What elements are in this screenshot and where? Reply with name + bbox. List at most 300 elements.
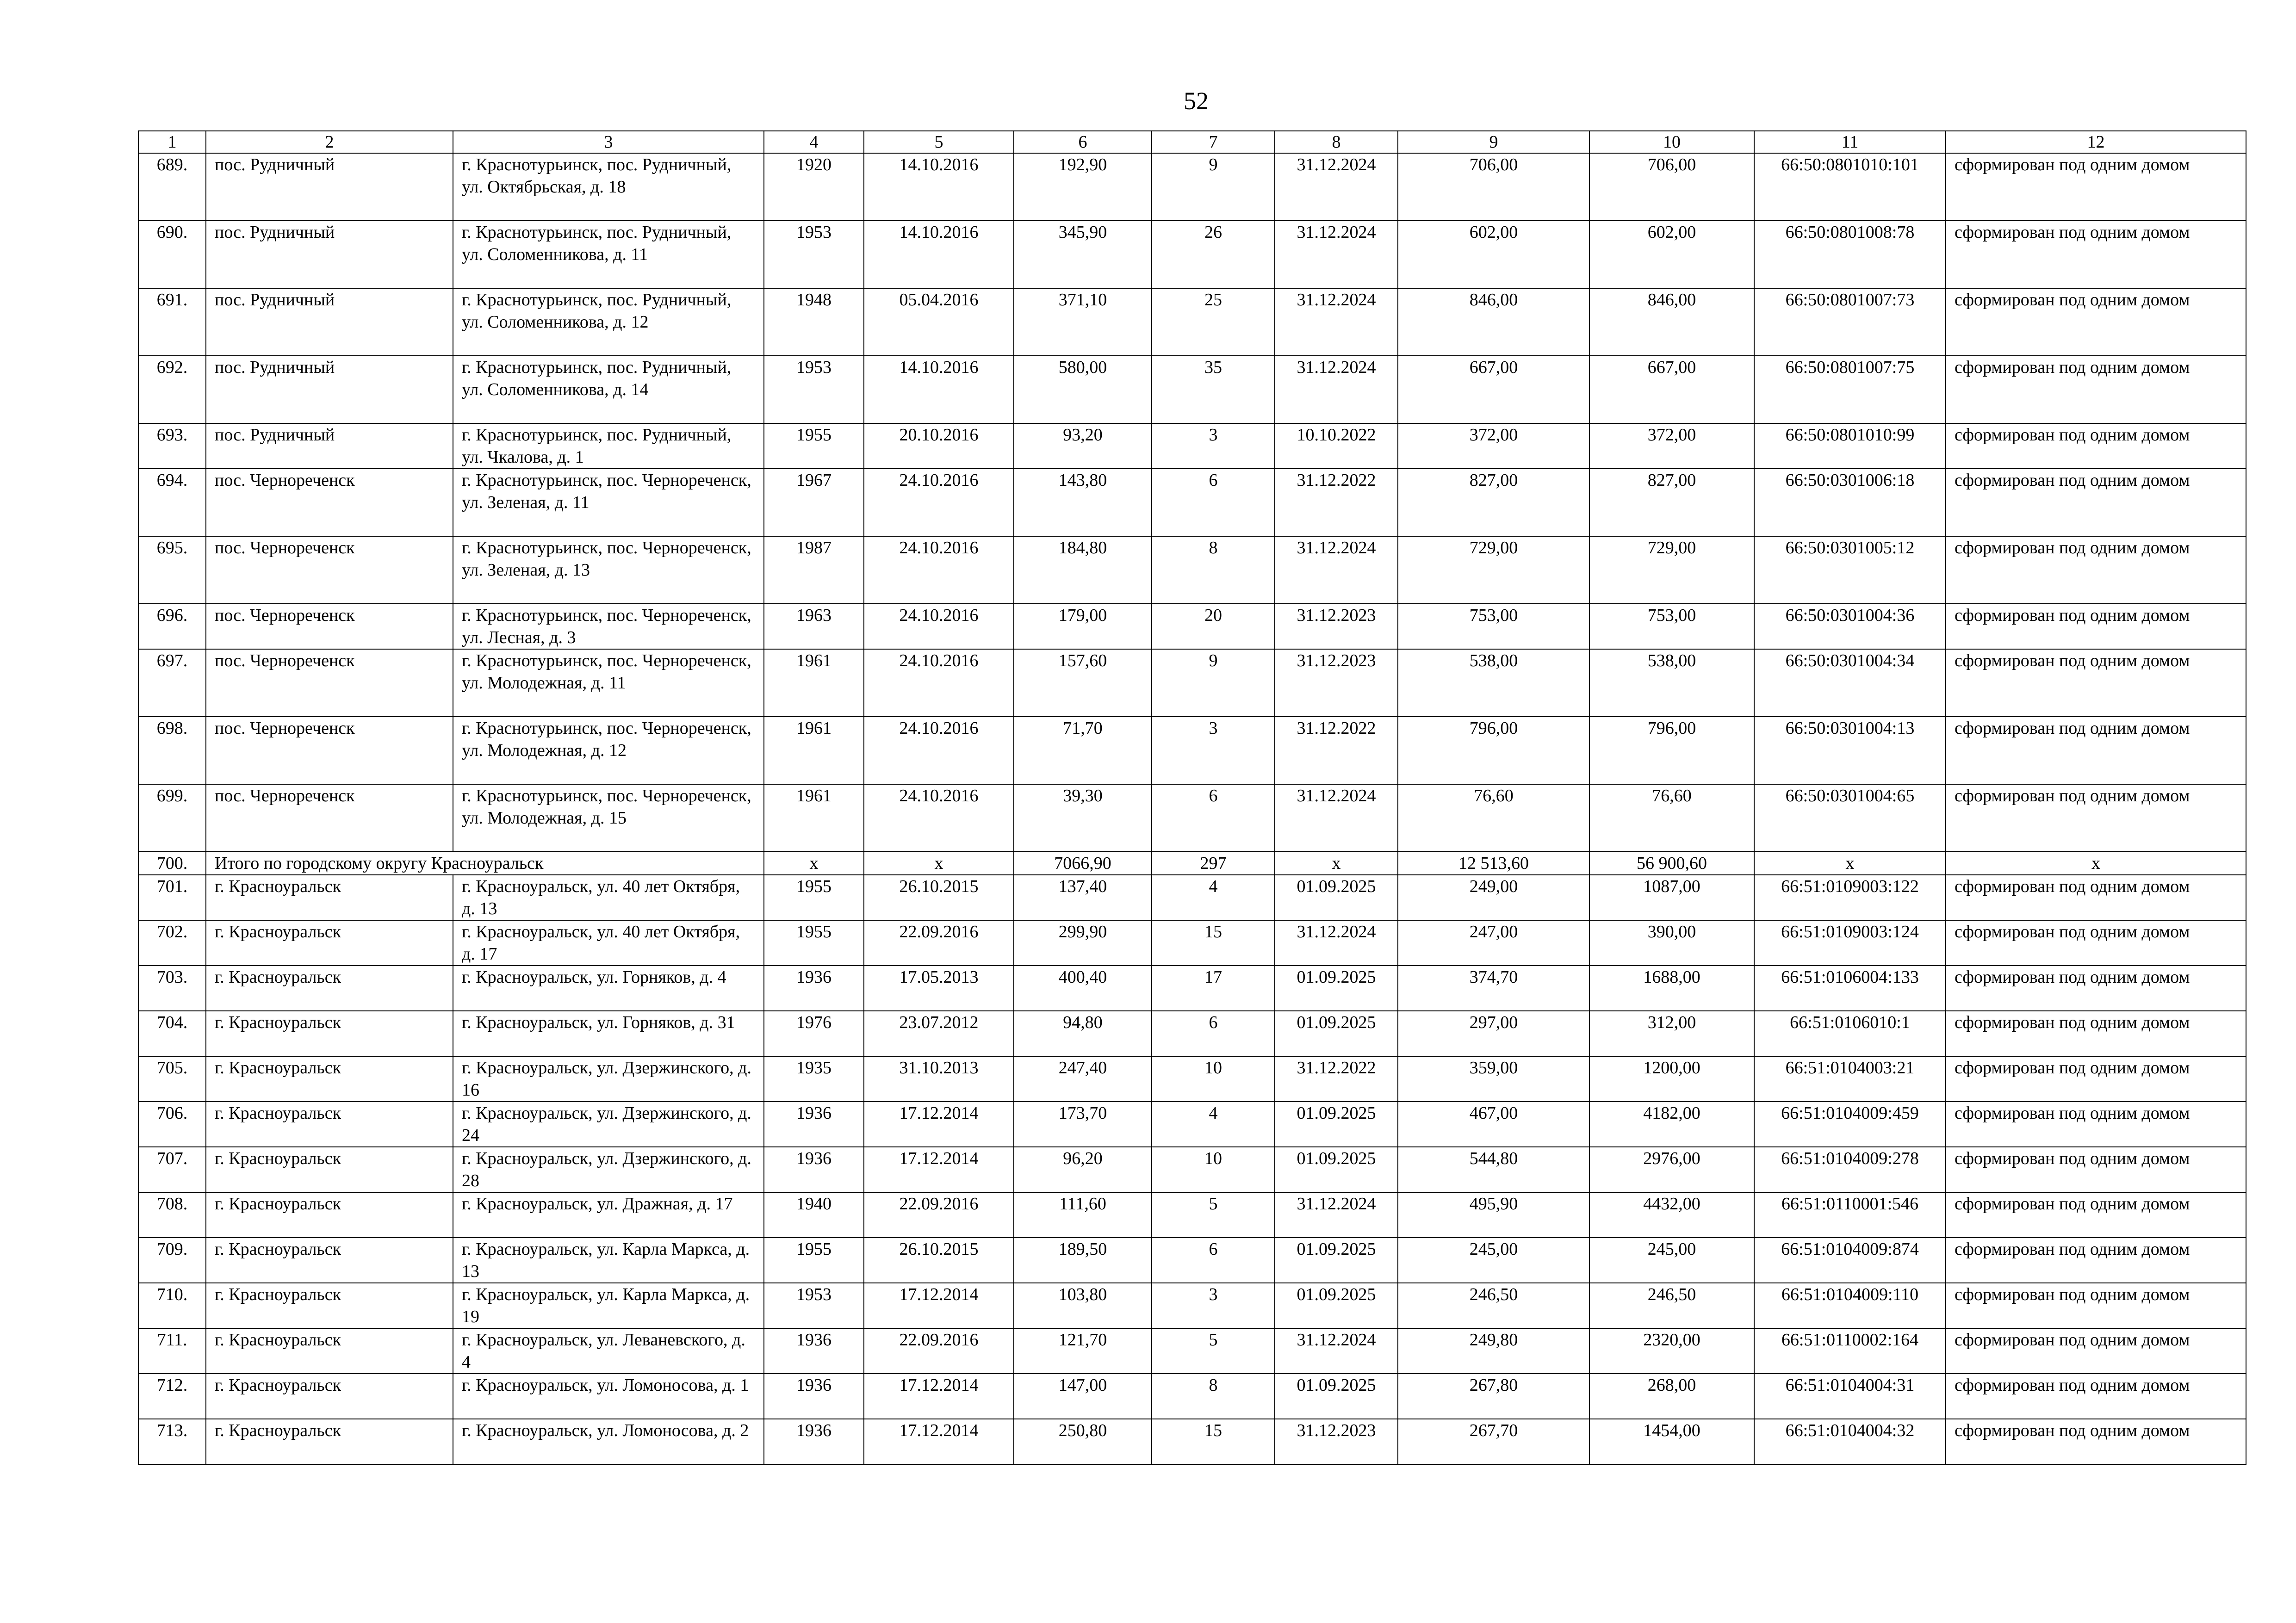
land-plot-area-cell: 245,00 bbox=[1589, 1238, 1754, 1283]
note-cell: сформирован под одним домом bbox=[1946, 1374, 2246, 1419]
land-area-cell: 249,00 bbox=[1398, 875, 1589, 920]
total-year-cell: x bbox=[764, 852, 864, 875]
table-row bbox=[138, 604, 2246, 649]
column-number: 2 bbox=[206, 131, 453, 153]
residents-cell: 17 bbox=[1152, 966, 1275, 1011]
note-cell: сформирован под одним домом bbox=[1946, 1102, 2246, 1147]
recognition-date-cell: 05.04.2016 bbox=[864, 288, 1014, 356]
cadastral-number-cell: 66:50:0801010:101 bbox=[1754, 153, 1946, 221]
land-area-cell: 753,00 bbox=[1398, 604, 1589, 649]
residents-cell: 8 bbox=[1152, 1374, 1275, 1419]
cadastral-number-cell: 66:51:0110001:546 bbox=[1754, 1192, 1946, 1238]
table-row bbox=[138, 1192, 2246, 1238]
settlement-cell: пос. Рудничный bbox=[206, 221, 453, 288]
cadastral-number-cell: 66:51:0109003:124 bbox=[1754, 920, 1946, 966]
area-cell: 371,10 bbox=[1014, 288, 1152, 356]
area-cell: 39,30 bbox=[1014, 784, 1152, 852]
settlement-cell: г. Красноуральск bbox=[206, 1056, 453, 1102]
note-cell: сформирован под одним домом bbox=[1946, 536, 2246, 604]
settlement-cell: г. Красноуральск bbox=[206, 875, 453, 920]
row-number: 699. bbox=[138, 784, 206, 852]
year-built-cell: 1920 bbox=[764, 153, 864, 221]
recognition-date-cell: 23.07.2012 bbox=[864, 1011, 1014, 1056]
total-area-cell: 7066,90 bbox=[1014, 852, 1152, 875]
land-area-cell: 729,00 bbox=[1398, 536, 1589, 604]
note-cell: сформирован под одним домом bbox=[1946, 1419, 2246, 1464]
land-area-cell: 76,60 bbox=[1398, 784, 1589, 852]
land-plot-area-cell: 1200,00 bbox=[1589, 1056, 1754, 1102]
settlement-cell: г. Красноуральск bbox=[206, 1283, 453, 1328]
note-cell: сформирован под одним домом bbox=[1946, 1056, 2246, 1102]
land-plot-area-cell: 602,00 bbox=[1589, 221, 1754, 288]
note-cell: сформирован под одним домом bbox=[1946, 1147, 2246, 1192]
resettlement-deadline-cell: 31.12.2024 bbox=[1275, 784, 1398, 852]
recognition-date-cell: 14.10.2016 bbox=[864, 153, 1014, 221]
resettlement-deadline-cell: 31.12.2024 bbox=[1275, 153, 1398, 221]
address-cell: г. Красноуральск, ул. Ломоносова, д. 2 bbox=[453, 1419, 764, 1464]
settlement-cell: пос. Чернореченск bbox=[206, 649, 453, 717]
row-number: 709. bbox=[138, 1238, 206, 1283]
cadastral-number-cell: 66:50:0801010:99 bbox=[1754, 423, 1946, 469]
land-plot-area-cell: 312,00 bbox=[1589, 1011, 1754, 1056]
area-cell: 189,50 bbox=[1014, 1238, 1152, 1283]
land-area-cell: 538,00 bbox=[1398, 649, 1589, 717]
residents-cell: 3 bbox=[1152, 717, 1275, 784]
table-row bbox=[138, 966, 2246, 1011]
land-area-cell: 249,80 bbox=[1398, 1328, 1589, 1374]
year-built-cell: 1936 bbox=[764, 966, 864, 1011]
area-cell: 580,00 bbox=[1014, 356, 1152, 423]
resettlement-deadline-cell: 10.10.2022 bbox=[1275, 423, 1398, 469]
recognition-date-cell: 24.10.2016 bbox=[864, 469, 1014, 536]
land-area-cell: 602,00 bbox=[1398, 221, 1589, 288]
note-cell: сформирован под одним домом bbox=[1946, 920, 2246, 966]
land-plot-area-cell: 4182,00 bbox=[1589, 1102, 1754, 1147]
address-cell: г. Краснотурьинск, пос. Рудничный, ул. Чкалова, д. 1 bbox=[453, 423, 764, 469]
address-cell: г. Краснотурьинск, пос. Чернореченск, ул. Зеленая, д. 11 bbox=[453, 469, 764, 536]
land-area-cell: 245,00 bbox=[1398, 1238, 1589, 1283]
recognition-date-cell: 22.09.2016 bbox=[864, 920, 1014, 966]
table-row bbox=[138, 536, 2246, 604]
address-cell: г. Краснотурьинск, пос. Чернореченск, ул. Молодежная, д. 15 bbox=[453, 784, 764, 852]
table-row bbox=[138, 784, 2246, 852]
land-area-cell: 359,00 bbox=[1398, 1056, 1589, 1102]
land-plot-area-cell: 268,00 bbox=[1589, 1374, 1754, 1419]
total-date-cell: x bbox=[864, 852, 1014, 875]
area-cell: 71,70 bbox=[1014, 717, 1152, 784]
residents-cell: 10 bbox=[1152, 1147, 1275, 1192]
column-number: 9 bbox=[1398, 131, 1589, 153]
area-cell: 192,90 bbox=[1014, 153, 1152, 221]
land-area-cell: 796,00 bbox=[1398, 717, 1589, 784]
year-built-cell: 1955 bbox=[764, 920, 864, 966]
land-area-cell: 846,00 bbox=[1398, 288, 1589, 356]
land-plot-area-cell: 1454,00 bbox=[1589, 1419, 1754, 1464]
year-built-cell: 1936 bbox=[764, 1328, 864, 1374]
total-row bbox=[138, 852, 2246, 875]
year-built-cell: 1955 bbox=[764, 423, 864, 469]
land-area-cell: 495,90 bbox=[1398, 1192, 1589, 1238]
residents-cell: 5 bbox=[1152, 1328, 1275, 1374]
recognition-date-cell: 20.10.2016 bbox=[864, 423, 1014, 469]
year-built-cell: 1936 bbox=[764, 1147, 864, 1192]
year-built-cell: 1987 bbox=[764, 536, 864, 604]
cadastral-number-cell: 66:50:0301004:13 bbox=[1754, 717, 1946, 784]
year-built-cell: 1955 bbox=[764, 875, 864, 920]
residents-cell: 8 bbox=[1152, 536, 1275, 604]
area-cell: 111,60 bbox=[1014, 1192, 1152, 1238]
resettlement-deadline-cell: 01.09.2025 bbox=[1275, 1238, 1398, 1283]
settlement-cell: пос. Чернореченск bbox=[206, 604, 453, 649]
address-cell: г. Краснотурьинск, пос. Рудничный, ул. Соломенникова, д. 14 bbox=[453, 356, 764, 423]
resettlement-deadline-cell: 31.12.2024 bbox=[1275, 1328, 1398, 1374]
note-cell: сформирован под одним домом bbox=[1946, 1192, 2246, 1238]
residents-cell: 6 bbox=[1152, 469, 1275, 536]
note-cell: сформирован под одним домом bbox=[1946, 469, 2246, 536]
land-plot-area-cell: 1087,00 bbox=[1589, 875, 1754, 920]
resettlement-deadline-cell: 31.12.2023 bbox=[1275, 1419, 1398, 1464]
table-row bbox=[138, 1056, 2246, 1102]
recognition-date-cell: 24.10.2016 bbox=[864, 604, 1014, 649]
area-cell: 143,80 bbox=[1014, 469, 1152, 536]
total-note-cell: x bbox=[1946, 852, 2246, 875]
note-cell: сформирован под одним домом bbox=[1946, 1328, 2246, 1374]
total-cadastral-cell: x bbox=[1754, 852, 1946, 875]
column-number: 6 bbox=[1014, 131, 1152, 153]
land-plot-area-cell: 2320,00 bbox=[1589, 1328, 1754, 1374]
settlement-cell: пос. Чернореченск bbox=[206, 536, 453, 604]
residents-cell: 10 bbox=[1152, 1056, 1275, 1102]
total-residents-cell: 297 bbox=[1152, 852, 1275, 875]
row-number: 704. bbox=[138, 1011, 206, 1056]
residents-cell: 6 bbox=[1152, 1011, 1275, 1056]
table-row bbox=[138, 1374, 2246, 1419]
year-built-cell: 1940 bbox=[764, 1192, 864, 1238]
cadastral-number-cell: 66:51:0104009:459 bbox=[1754, 1102, 1946, 1147]
recognition-date-cell: 26.10.2015 bbox=[864, 875, 1014, 920]
land-plot-area-cell: 76,60 bbox=[1589, 784, 1754, 852]
housing-registry-table bbox=[138, 130, 2246, 1465]
residents-cell: 6 bbox=[1152, 784, 1275, 852]
table-row bbox=[138, 153, 2246, 221]
year-built-cell: 1961 bbox=[764, 649, 864, 717]
table-row bbox=[138, 469, 2246, 536]
recognition-date-cell: 22.09.2016 bbox=[864, 1328, 1014, 1374]
area-cell: 103,80 bbox=[1014, 1283, 1152, 1328]
residents-cell: 3 bbox=[1152, 1283, 1275, 1328]
resettlement-deadline-cell: 31.12.2024 bbox=[1275, 920, 1398, 966]
year-built-cell: 1961 bbox=[764, 784, 864, 852]
table-row bbox=[138, 1419, 2246, 1464]
table-row bbox=[138, 1102, 2246, 1147]
residents-cell: 25 bbox=[1152, 288, 1275, 356]
address-cell: г. Красноуральск, ул. Горняков, д. 4 bbox=[453, 966, 764, 1011]
row-number: 706. bbox=[138, 1102, 206, 1147]
residents-cell: 20 bbox=[1152, 604, 1275, 649]
column-number: 10 bbox=[1589, 131, 1754, 153]
recognition-date-cell: 17.05.2013 bbox=[864, 966, 1014, 1011]
address-cell: г. Красноуральск, ул. Дзержинского, д. 24 bbox=[453, 1102, 764, 1147]
resettlement-deadline-cell: 01.09.2025 bbox=[1275, 966, 1398, 1011]
row-number: 707. bbox=[138, 1147, 206, 1192]
area-cell: 299,90 bbox=[1014, 920, 1152, 966]
resettlement-deadline-cell: 01.09.2025 bbox=[1275, 1283, 1398, 1328]
area-cell: 247,40 bbox=[1014, 1056, 1152, 1102]
settlement-cell: г. Красноуральск bbox=[206, 966, 453, 1011]
total-land-area-cell: 12 513,60 bbox=[1398, 852, 1589, 875]
area-cell: 121,70 bbox=[1014, 1328, 1152, 1374]
table-row bbox=[138, 920, 2246, 966]
settlement-cell: г. Красноуральск bbox=[206, 1419, 453, 1464]
address-cell: г. Краснотурьинск, пос. Рудничный, ул. Октябрьская, д. 18 bbox=[453, 153, 764, 221]
cadastral-number-cell: 66:51:0104004:31 bbox=[1754, 1374, 1946, 1419]
settlement-cell: пос. Чернореченск bbox=[206, 784, 453, 852]
address-cell: г. Красноуральск, ул. Дражная, д. 17 bbox=[453, 1192, 764, 1238]
settlement-cell: г. Красноуральск bbox=[206, 920, 453, 966]
address-cell: г. Красноуральск, ул. Горняков, д. 31 bbox=[453, 1011, 764, 1056]
resettlement-deadline-cell: 31.12.2024 bbox=[1275, 1192, 1398, 1238]
settlement-cell: г. Красноуральск bbox=[206, 1328, 453, 1374]
land-plot-area-cell: 729,00 bbox=[1589, 536, 1754, 604]
note-cell: сформирован под одним домом bbox=[1946, 1283, 2246, 1328]
column-number: 11 bbox=[1754, 131, 1946, 153]
table-row bbox=[138, 875, 2246, 920]
row-number: 708. bbox=[138, 1192, 206, 1238]
land-area-cell: 247,00 bbox=[1398, 920, 1589, 966]
cadastral-number-cell: 66:50:0801007:75 bbox=[1754, 356, 1946, 423]
settlement-cell: пос. Рудничный bbox=[206, 423, 453, 469]
settlement-cell: г. Красноуральск bbox=[206, 1147, 453, 1192]
residents-cell: 15 bbox=[1152, 1419, 1275, 1464]
resettlement-deadline-cell: 01.09.2025 bbox=[1275, 875, 1398, 920]
area-cell: 94,80 bbox=[1014, 1011, 1152, 1056]
address-cell: г. Краснотурьинск, пос. Чернореченск, ул. Молодежная, д. 12 bbox=[453, 717, 764, 784]
page-number: 52 bbox=[1184, 87, 1209, 115]
settlement-cell: пос. Чернореченск bbox=[206, 717, 453, 784]
recognition-date-cell: 17.12.2014 bbox=[864, 1283, 1014, 1328]
settlement-cell: пос. Рудничный bbox=[206, 153, 453, 221]
resettlement-deadline-cell: 31.12.2022 bbox=[1275, 717, 1398, 784]
row-number: 696. bbox=[138, 604, 206, 649]
recognition-date-cell: 24.10.2016 bbox=[864, 717, 1014, 784]
cadastral-number-cell: 66:50:0301005:12 bbox=[1754, 536, 1946, 604]
land-area-cell: 372,00 bbox=[1398, 423, 1589, 469]
note-cell: сформирован под одним домом bbox=[1946, 604, 2246, 649]
address-cell: г. Красноуральск, ул. Дзержинского, д. 28 bbox=[453, 1147, 764, 1192]
area-cell: 179,00 bbox=[1014, 604, 1152, 649]
address-cell: г. Красноуральск, ул. 40 лет Октября, д. 13 bbox=[453, 875, 764, 920]
recognition-date-cell: 31.10.2013 bbox=[864, 1056, 1014, 1102]
cadastral-number-cell: 66:51:0104009:110 bbox=[1754, 1283, 1946, 1328]
note-cell: сформирован под одним домом bbox=[1946, 649, 2246, 717]
land-plot-area-cell: 4432,00 bbox=[1589, 1192, 1754, 1238]
land-plot-area-cell: 827,00 bbox=[1589, 469, 1754, 536]
residents-cell: 26 bbox=[1152, 221, 1275, 288]
cadastral-number-cell: 66:51:0110002:164 bbox=[1754, 1328, 1946, 1374]
recognition-date-cell: 14.10.2016 bbox=[864, 221, 1014, 288]
address-cell: г. Красноуральск, ул. Карла Маркса, д. 13 bbox=[453, 1238, 764, 1283]
total-deadline-cell: x bbox=[1275, 852, 1398, 875]
note-cell: сформирован под одним домом bbox=[1946, 153, 2246, 221]
address-cell: г. Красноуральск, ул. 40 лет Октября, д. 17 bbox=[453, 920, 764, 966]
area-cell: 250,80 bbox=[1014, 1419, 1152, 1464]
resettlement-deadline-cell: 31.12.2023 bbox=[1275, 649, 1398, 717]
table-row bbox=[138, 1147, 2246, 1192]
row-number: 690. bbox=[138, 221, 206, 288]
address-cell: г. Краснотурьинск, пос. Чернореченск, ул. Зеленая, д. 13 bbox=[453, 536, 764, 604]
settlement-cell: пос. Чернореченск bbox=[206, 469, 453, 536]
recognition-date-cell: 24.10.2016 bbox=[864, 784, 1014, 852]
residents-cell: 9 bbox=[1152, 153, 1275, 221]
settlement-cell: г. Красноуральск bbox=[206, 1238, 453, 1283]
recognition-date-cell: 17.12.2014 bbox=[864, 1147, 1014, 1192]
resettlement-deadline-cell: 31.12.2024 bbox=[1275, 356, 1398, 423]
land-plot-area-cell: 372,00 bbox=[1589, 423, 1754, 469]
settlement-cell: г. Красноуральск bbox=[206, 1374, 453, 1419]
area-cell: 93,20 bbox=[1014, 423, 1152, 469]
column-number: 1 bbox=[138, 131, 206, 153]
settlement-cell: г. Красноуральск bbox=[206, 1011, 453, 1056]
cadastral-number-cell: 66:50:0301004:34 bbox=[1754, 649, 1946, 717]
settlement-cell: г. Красноуральск bbox=[206, 1102, 453, 1147]
address-cell: г. Красноуральск, ул. Ломоносова, д. 1 bbox=[453, 1374, 764, 1419]
note-cell: сформирован под одним домом bbox=[1946, 717, 2246, 784]
row-number: 701. bbox=[138, 875, 206, 920]
land-area-cell: 374,70 bbox=[1398, 966, 1589, 1011]
recognition-date-cell: 17.12.2014 bbox=[864, 1419, 1014, 1464]
year-built-cell: 1936 bbox=[764, 1102, 864, 1147]
year-built-cell: 1935 bbox=[764, 1056, 864, 1102]
land-area-cell: 544,80 bbox=[1398, 1147, 1589, 1192]
table-row bbox=[138, 717, 2246, 784]
address-cell: г. Краснотурьинск, пос. Рудничный, ул. Соломенникова, д. 11 bbox=[453, 221, 764, 288]
address-cell: г. Краснотурьинск, пос. Рудничный, ул. Соломенникова, д. 12 bbox=[453, 288, 764, 356]
land-plot-area-cell: 538,00 bbox=[1589, 649, 1754, 717]
note-cell: сформирован под одним домом bbox=[1946, 1011, 2246, 1056]
column-number: 8 bbox=[1275, 131, 1398, 153]
resettlement-deadline-cell: 31.12.2024 bbox=[1275, 288, 1398, 356]
land-area-cell: 267,70 bbox=[1398, 1419, 1589, 1464]
year-built-cell: 1963 bbox=[764, 604, 864, 649]
note-cell: сформирован под одним домом bbox=[1946, 966, 2246, 1011]
resettlement-deadline-cell: 31.12.2024 bbox=[1275, 221, 1398, 288]
settlement-cell: пос. Рудничный bbox=[206, 356, 453, 423]
year-built-cell: 1936 bbox=[764, 1374, 864, 1419]
recognition-date-cell: 17.12.2014 bbox=[864, 1102, 1014, 1147]
row-number: 698. bbox=[138, 717, 206, 784]
row-number: 692. bbox=[138, 356, 206, 423]
row-number: 712. bbox=[138, 1374, 206, 1419]
total-land-plot-area-cell: 56 900,60 bbox=[1589, 852, 1754, 875]
note-cell: сформирован под одним домом bbox=[1946, 784, 2246, 852]
note-cell: сформирован под одним домом bbox=[1946, 1238, 2246, 1283]
land-plot-area-cell: 846,00 bbox=[1589, 288, 1754, 356]
column-number: 7 bbox=[1152, 131, 1275, 153]
cadastral-number-cell: 66:50:0801008:78 bbox=[1754, 221, 1946, 288]
area-cell: 184,80 bbox=[1014, 536, 1152, 604]
note-cell: сформирован под одним домом bbox=[1946, 221, 2246, 288]
settlement-cell: г. Красноуральск bbox=[206, 1192, 453, 1238]
table-row bbox=[138, 221, 2246, 288]
cadastral-number-cell: 66:51:0106010:1 bbox=[1754, 1011, 1946, 1056]
table-row bbox=[138, 1283, 2246, 1328]
settlement-cell: пос. Рудничный bbox=[206, 288, 453, 356]
recognition-date-cell: 26.10.2015 bbox=[864, 1238, 1014, 1283]
address-cell: г. Красноуральск, ул. Дзержинского, д. 16 bbox=[453, 1056, 764, 1102]
land-area-cell: 827,00 bbox=[1398, 469, 1589, 536]
year-built-cell: 1953 bbox=[764, 221, 864, 288]
row-number: 693. bbox=[138, 423, 206, 469]
row-number: 694. bbox=[138, 469, 206, 536]
year-built-cell: 1953 bbox=[764, 356, 864, 423]
land-area-cell: 267,80 bbox=[1398, 1374, 1589, 1419]
row-number: 702. bbox=[138, 920, 206, 966]
residents-cell: 5 bbox=[1152, 1192, 1275, 1238]
resettlement-deadline-cell: 31.12.2022 bbox=[1275, 1056, 1398, 1102]
recognition-date-cell: 17.12.2014 bbox=[864, 1374, 1014, 1419]
cadastral-number-cell: 66:51:0104009:278 bbox=[1754, 1147, 1946, 1192]
recognition-date-cell: 22.09.2016 bbox=[864, 1192, 1014, 1238]
year-built-cell: 1967 bbox=[764, 469, 864, 536]
column-number-row bbox=[138, 131, 2246, 153]
resettlement-deadline-cell: 01.09.2025 bbox=[1275, 1147, 1398, 1192]
cadastral-number-cell: 66:50:0301004:36 bbox=[1754, 604, 1946, 649]
year-built-cell: 1953 bbox=[764, 1283, 864, 1328]
column-number: 12 bbox=[1946, 131, 2246, 153]
row-number: 703. bbox=[138, 966, 206, 1011]
area-cell: 137,40 bbox=[1014, 875, 1152, 920]
cadastral-number-cell: 66:50:0801007:73 bbox=[1754, 288, 1946, 356]
year-built-cell: 1976 bbox=[764, 1011, 864, 1056]
cadastral-number-cell: 66:51:0104009:874 bbox=[1754, 1238, 1946, 1283]
year-built-cell: 1948 bbox=[764, 288, 864, 356]
row-number: 691. bbox=[138, 288, 206, 356]
residents-cell: 9 bbox=[1152, 649, 1275, 717]
residents-cell: 4 bbox=[1152, 875, 1275, 920]
table-row bbox=[138, 288, 2246, 356]
land-plot-area-cell: 667,00 bbox=[1589, 356, 1754, 423]
land-plot-area-cell: 2976,00 bbox=[1589, 1147, 1754, 1192]
land-plot-area-cell: 753,00 bbox=[1589, 604, 1754, 649]
land-area-cell: 667,00 bbox=[1398, 356, 1589, 423]
note-cell: сформирован под одним домом bbox=[1946, 288, 2246, 356]
land-plot-area-cell: 796,00 bbox=[1589, 717, 1754, 784]
note-cell: сформирован под одним домом bbox=[1946, 423, 2246, 469]
area-cell: 400,40 bbox=[1014, 966, 1152, 1011]
column-number: 4 bbox=[764, 131, 864, 153]
land-plot-area-cell: 706,00 bbox=[1589, 153, 1754, 221]
year-built-cell: 1955 bbox=[764, 1238, 864, 1283]
residents-cell: 4 bbox=[1152, 1102, 1275, 1147]
column-number: 3 bbox=[453, 131, 764, 153]
table-row bbox=[138, 356, 2246, 423]
address-cell: г. Красноуральск, ул. Карла Маркса, д. 19 bbox=[453, 1283, 764, 1328]
column-number: 5 bbox=[864, 131, 1014, 153]
land-area-cell: 706,00 bbox=[1398, 153, 1589, 221]
table-row bbox=[138, 1328, 2246, 1374]
area-cell: 147,00 bbox=[1014, 1374, 1152, 1419]
area-cell: 157,60 bbox=[1014, 649, 1152, 717]
residents-cell: 6 bbox=[1152, 1238, 1275, 1283]
area-cell: 173,70 bbox=[1014, 1102, 1152, 1147]
recognition-date-cell: 14.10.2016 bbox=[864, 356, 1014, 423]
note-cell: сформирован под одним домом bbox=[1946, 356, 2246, 423]
land-area-cell: 246,50 bbox=[1398, 1283, 1589, 1328]
land-plot-area-cell: 1688,00 bbox=[1589, 966, 1754, 1011]
row-number: 711. bbox=[138, 1328, 206, 1374]
row-number: 705. bbox=[138, 1056, 206, 1102]
row-number: 713. bbox=[138, 1419, 206, 1464]
